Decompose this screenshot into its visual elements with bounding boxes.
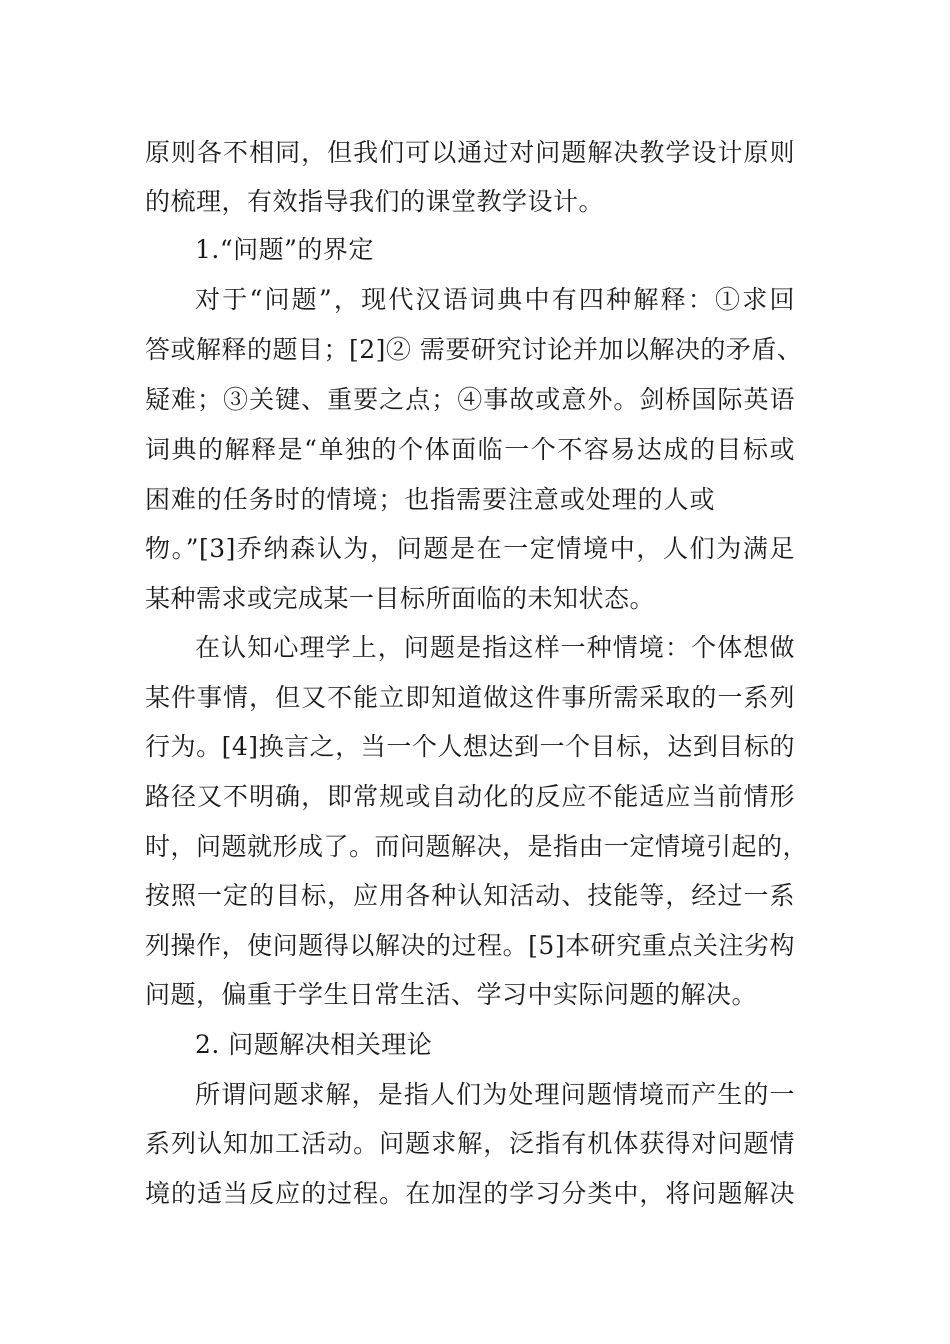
text-line: 按照一定的目标，应用各种认知活动、技能等，经过一系 [145, 881, 795, 910]
text-line: 在认知心理学上，问题是指这样一种情境：个体想做 [195, 633, 795, 662]
section-heading: 1.“问题”的界定 [195, 235, 374, 264]
text-line: 原则各不相同，但我们可以通过对问题解决教学设计原则 [145, 138, 795, 167]
section-heading: 2. 问题解决相关理论 [195, 1030, 433, 1059]
text-line: 疑难；③关键、重要之点；④事故或意外。剑桥国际英语 [145, 385, 795, 414]
text-line: 困难的任务时的情境；也指需要注意或处理的人或 [145, 485, 715, 514]
text-line: 物。”[3]乔纳森认为，问题是在一定情境中，人们为满足 [145, 534, 795, 563]
text-line: 所谓问题求解，是指人们为处理问题情境而产生的一 [195, 1080, 795, 1109]
text-line: 的梳理，有效指导我们的课堂教学设计。 [145, 187, 605, 216]
text-line: 词典的解释是“单独的个体面临一个不容易达成的目标或 [145, 435, 795, 464]
text-line: 答或解释的题目；[2]② 需要研究讨论并加以解决的矛盾、 [145, 335, 803, 364]
text-line: 境的适当反应的过程。在加涅的学习分类中，将问题解决 [145, 1179, 795, 1208]
text-line: 某件事情，但又不能立即知道做这件事所需采取的一系列 [145, 683, 795, 712]
text-line: 对于“问题”，现代汉语词典中有四种解释：①求回 [195, 285, 795, 314]
text-line: 列操作，使问题得以解决的过程。[5]本研究重点关注劣构 [145, 931, 795, 960]
text-line: 时，问题就形成了。而问题解决，是指由一定情境引起的， [145, 832, 809, 861]
text-line: 系列认知加工活动。问题求解，泛指有机体获得对问题情 [145, 1129, 795, 1158]
text-line: 某种需求或完成某一目标所面临的未知状态。 [145, 584, 656, 613]
text-line: 行为。[4]换言之，当一个人想达到一个目标，达到目标的 [145, 732, 795, 761]
text-line: 路径又不明确，即常规或自动化的反应不能适应当前情形 [145, 782, 795, 811]
text-line: 问题，偏重于学生日常生活、学习中实际问题的解决。 [145, 980, 758, 1009]
